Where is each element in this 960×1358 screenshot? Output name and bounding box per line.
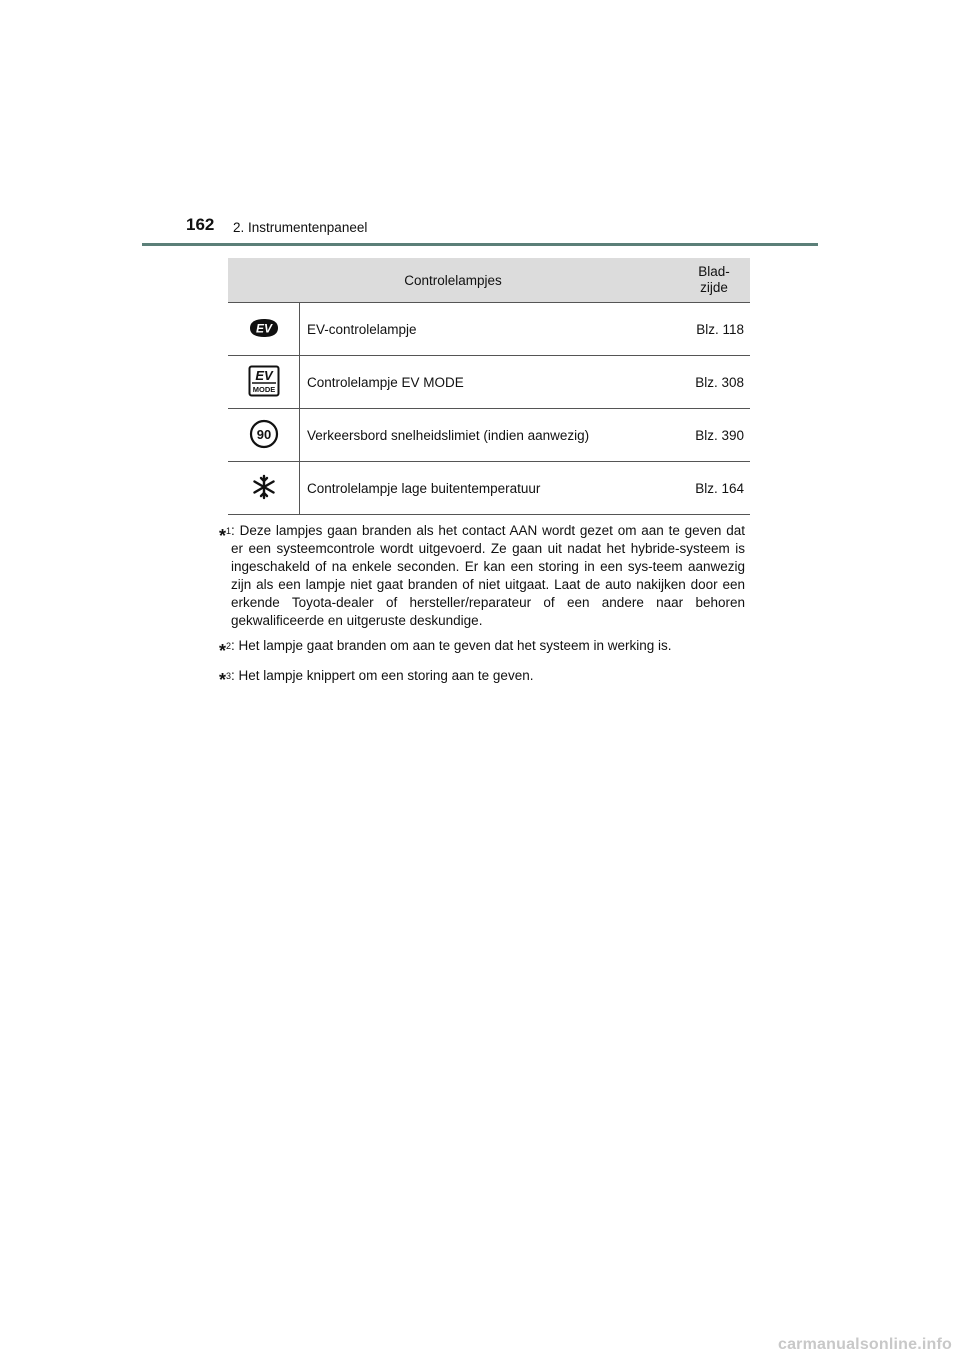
table-cell-label: EV-controlelampje — [300, 303, 679, 356]
indicator-table — [228, 258, 750, 515]
page-number: 162 — [186, 215, 215, 234]
table-row — [228, 303, 750, 356]
table-cell-page: Blz. 308 — [678, 356, 750, 409]
ev-mode-ev-text: EV — [254, 367, 273, 383]
footnote — [219, 637, 745, 660]
table-row — [228, 462, 750, 515]
footnote-number: 3 — [226, 670, 232, 681]
speed-limit-90-icon — [249, 419, 279, 452]
ev-indicator-text: EV — [255, 321, 272, 335]
footnote-text: : Deze lampjes gaan branden als het contact AAN wordt gezet om aan te geven dat er een systeemcontrole wordt uitgevoerd. Ze gaan uit nadat het hybride-systeem is ingeschakeld of na enkele seconden. Er kan een storing in een sys-teem aanwezig zijn als een lampje niet gaat branden of niet uitgaat. Laat de auto nakijken door een erkende Toyota-dealer of hersteller/reparateur of een andere naar behoren gekwalificeerde en uitgeruste deskundige. — [231, 523, 745, 628]
ev-indicator-icon — [247, 317, 281, 342]
footnote-text: : Het lampje knippert om een storing aan te geven. — [231, 667, 534, 683]
footnote-number: 1 — [226, 526, 232, 536]
ev-mode-icon — [248, 365, 280, 400]
section-title: 2. Instrumentenpaneel — [233, 220, 368, 235]
table-cell-label: Verkeersbord snelheidslimiet (indien aanwezig) — [300, 409, 679, 462]
speed-limit-text: 90 — [256, 426, 271, 442]
table-row — [228, 356, 750, 409]
snowflake-icon — [251, 474, 277, 503]
table-row — [228, 409, 750, 462]
footnote — [219, 522, 745, 630]
ev-mode-mode-text: MODE — [252, 384, 275, 394]
table-header-indicator: Controlelampjes — [228, 258, 678, 303]
table-cell-page: Blz. 390 — [678, 409, 750, 462]
table-header-page: Blad- zijde — [678, 258, 750, 303]
table-cell-page: Blz. 118 — [678, 303, 750, 356]
footnote-star: * — [219, 525, 227, 546]
footnote — [219, 667, 745, 690]
footnote-text: : Het lampje gaat branden om aan te geven dat het systeem in werking is. — [231, 638, 672, 653]
table-header-row — [228, 258, 750, 303]
table-cell-page: Blz. 164 — [678, 462, 750, 515]
footnote-star: * — [219, 640, 227, 661]
header-divider — [142, 243, 818, 246]
footnote-number: 2 — [226, 641, 232, 651]
watermark: carmanualsonline.info — [777, 1336, 952, 1353]
footnotes — [219, 522, 745, 696]
table-cell-label: Controlelampje EV MODE — [300, 356, 679, 409]
footnote-star: * — [219, 670, 227, 690]
table-cell-label: Controlelampje lage buitentemperatuur — [300, 462, 679, 515]
